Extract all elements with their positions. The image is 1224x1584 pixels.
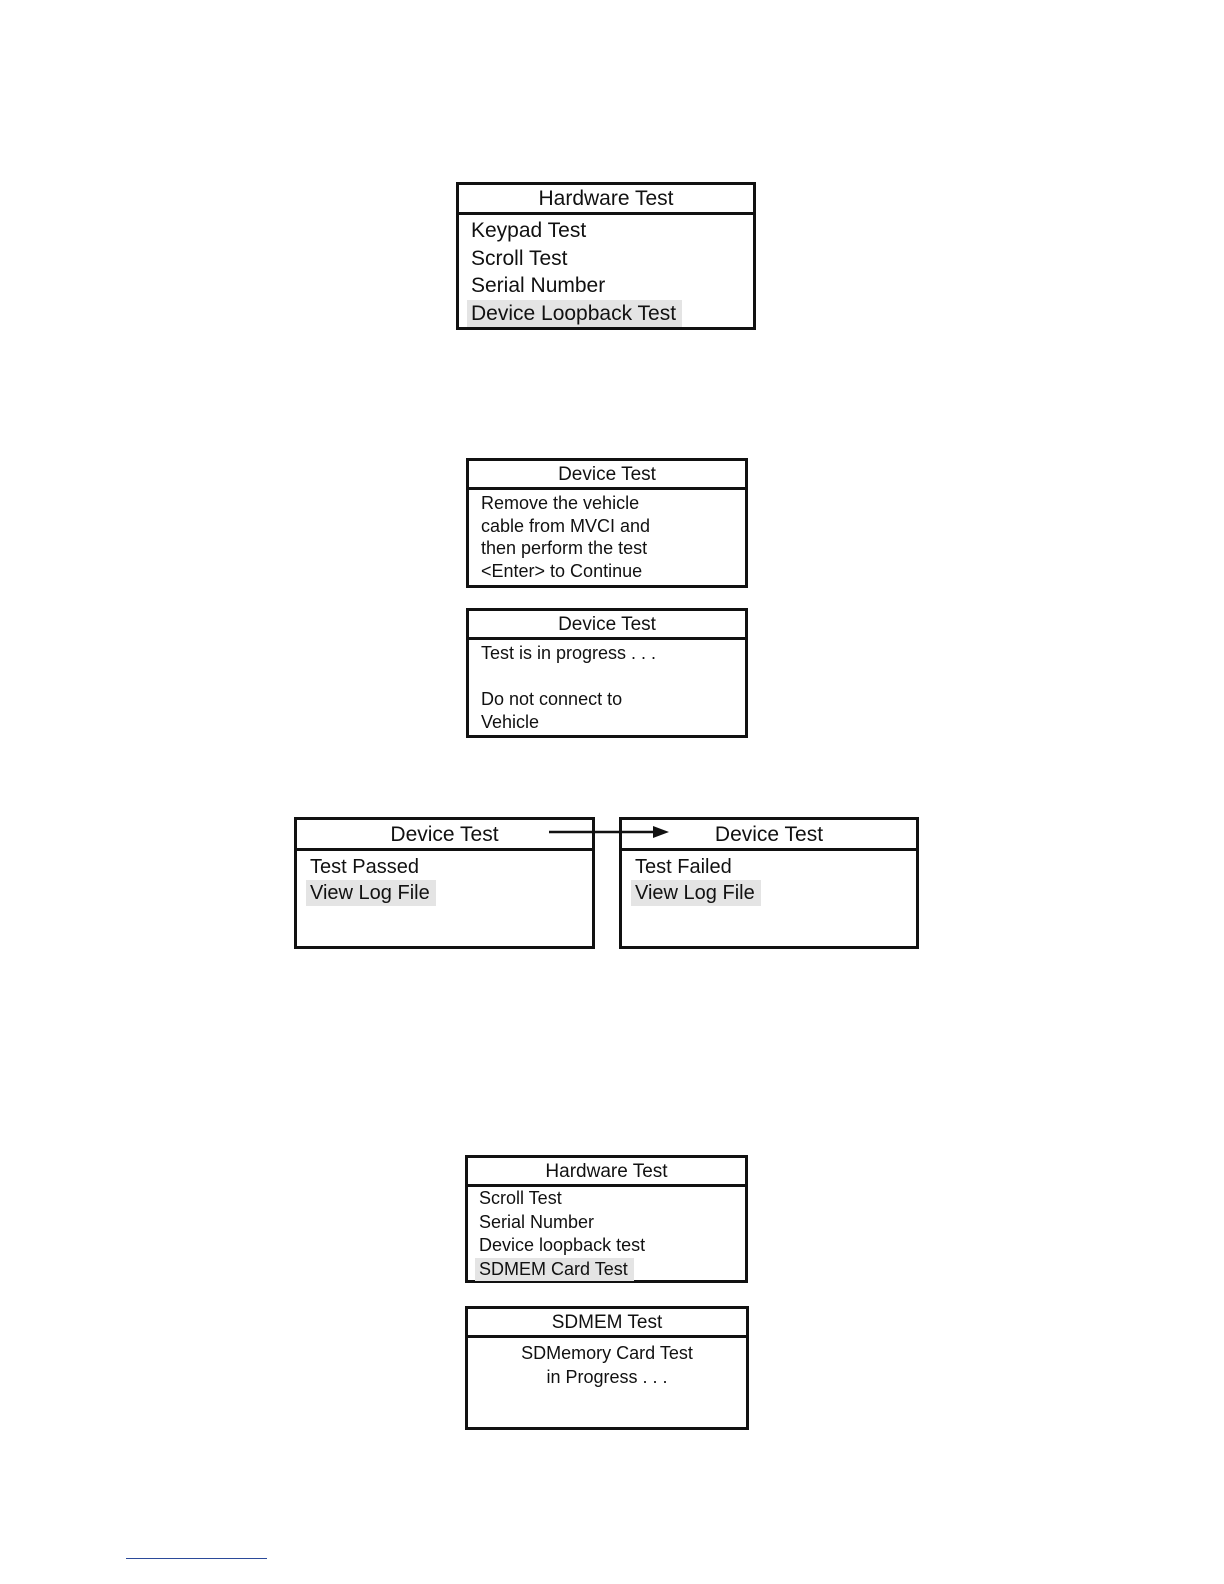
view-log-file-item-selected[interactable]: View Log File <box>306 880 436 906</box>
device-test-progress-screen <box>466 608 748 738</box>
device-test-failed-screen <box>619 817 919 949</box>
hardware-test-screen <box>456 182 756 330</box>
device-test-passed-screen <box>294 817 595 949</box>
screen-title: SDMEM Test <box>468 1309 746 1338</box>
menu-item-sdmem-card-test-selected[interactable]: SDMEM Card Test <box>475 1258 634 1282</box>
sdmem-progress-line: SDMemory Card Test <box>521 1343 693 1363</box>
message-line: Remove the vehicle <box>481 493 640 513</box>
sdmem-progress-line: in Progress . . . <box>546 1367 668 1387</box>
menu-item-scroll-test[interactable]: Scroll Test <box>471 246 568 270</box>
result-list <box>297 851 592 906</box>
footnote-divider <box>126 1558 267 1559</box>
progress-status: Test is in progress . . . <box>481 643 657 663</box>
result-list <box>622 851 916 906</box>
message-line: cable from MVCI and <box>481 515 651 536</box>
screen-title: Device Test <box>469 611 745 640</box>
test-failed-status: Test Failed <box>635 856 732 878</box>
screen-title: Hardware Test <box>459 185 753 215</box>
menu-item-device-loopback-test-selected[interactable]: Device Loopback Test <box>467 300 682 328</box>
spacer <box>481 665 745 688</box>
view-log-file-item-selected[interactable]: View Log File <box>631 880 761 906</box>
screen-title: Device Test <box>469 461 745 490</box>
message-line: then perform the test <box>481 538 648 558</box>
test-passed-status: Test Passed <box>310 856 419 878</box>
screen-title: Device Test <box>622 820 916 851</box>
menu-list <box>468 1187 745 1281</box>
message-text <box>469 640 745 734</box>
warning-line: Do not connect to <box>481 689 623 709</box>
message-text <box>468 1338 746 1389</box>
menu-list <box>459 215 753 327</box>
device-test-instructions-screen <box>466 458 748 588</box>
menu-item-scroll-test[interactable]: Scroll Test <box>479 1188 562 1208</box>
message-text <box>469 490 745 582</box>
screen-title: Hardware Test <box>468 1158 745 1187</box>
menu-item-serial-number[interactable]: Serial Number <box>479 1211 595 1232</box>
menu-item-device-loopback-test[interactable]: Device loopback test <box>479 1235 646 1255</box>
menu-item-serial-number[interactable]: Serial Number <box>471 274 606 297</box>
screen-title: Device Test <box>297 820 592 851</box>
warning-line: Vehicle <box>481 712 540 732</box>
hardware-test-screen-sdmem <box>465 1155 748 1283</box>
enter-to-continue-prompt[interactable]: <Enter> to Continue <box>481 560 643 581</box>
sdmem-test-screen <box>465 1306 749 1430</box>
menu-item-keypad-test[interactable]: Keypad Test <box>471 219 587 242</box>
